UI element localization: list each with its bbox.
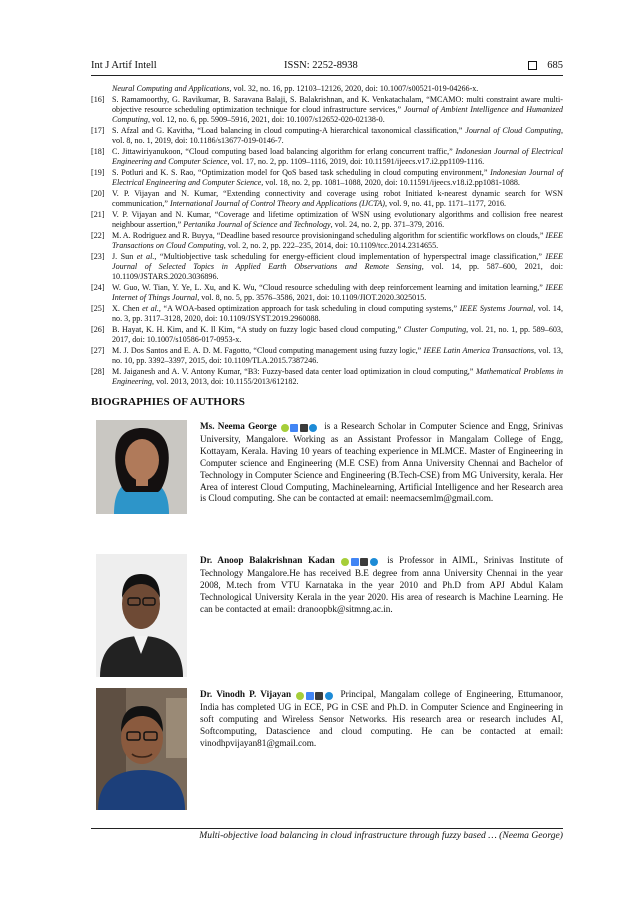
running-footer: Multi-objective load balancing in cloud infrastructure through fuzzy based … (Neema George) <box>199 830 563 841</box>
author-photo <box>96 554 187 677</box>
author-bio <box>200 421 563 505</box>
reference-text: J. Sun <box>112 252 137 261</box>
author-photo <box>96 688 187 810</box>
header-rule <box>91 75 563 76</box>
reference-venue: International Journal of Control Theory and Applications (IJCTA) <box>170 199 385 209</box>
reference-item <box>91 84 563 94</box>
author-name: Dr. Vinodh P. Vijayan <box>200 689 292 699</box>
reference-venue: IEEE Latin America Transactions <box>423 346 534 356</box>
reference-number: [16] <box>91 94 105 104</box>
reference-item <box>91 304 563 324</box>
reference-text: , vol. 14, pp. 587–600, 2021, doi: 10.1109/JSTARS.2020.3036896. <box>112 262 563 282</box>
reference-item <box>91 346 563 366</box>
reference-text: M. A. Rodriguez and R. Buyya, “Deadline based resource provisioningand scheduling algorithm for scientific workflows on clouds,” <box>112 231 546 240</box>
reference-text: W. Guo, W. Tian, Y. Ye, L. Xu, and K. Wu, “Cloud resource scheduling with deep reinforcement learning and imitation learning,” <box>112 283 546 293</box>
reference-venue: IEEE Systems Journal <box>459 304 534 314</box>
reference-venue: et al. <box>136 252 155 261</box>
reference-item <box>91 189 563 209</box>
author-name: Ms. Neema George <box>200 421 277 431</box>
reference-number: [28] <box>91 367 105 377</box>
reference-text: , vol. 8, no. 5, pp. 3576–3586, 2021, doi: 10.1109/JIOT.2020.3025015. <box>197 293 427 303</box>
reference-item <box>91 95 563 126</box>
orcid-icon[interactable] <box>341 558 349 566</box>
reference-text: M. J. Dos Santos and E. A. D. M. Fagotto, “Cloud computing management using fuzzy logic,” <box>112 346 424 356</box>
reference-text: , vol. 12, no. 6, pp. 5909–5916, 2021, doi: 10.1007/s12652-020-02138-0. <box>147 115 385 125</box>
reference-venue: Indonesian Journal of Electrical Engineering and Computer Science <box>112 168 563 188</box>
reference-venue: IEEE Internet of Things Journal <box>112 283 563 303</box>
reference-number: [26] <box>91 325 105 335</box>
orcid-icon[interactable] <box>296 692 304 700</box>
google-scholar-icon[interactable] <box>351 558 359 566</box>
section-heading: BIOGRAPHIES OF AUTHORS <box>91 396 245 408</box>
orcid-icon[interactable] <box>281 424 289 432</box>
reference-text: , vol. 17, no. 2, pp. 1109–1116, 2019, doi: 10.11591/ijeecs.v17.i2.pp1109-1116. <box>227 157 485 167</box>
reference-number: [22] <box>91 231 105 240</box>
web-of-science-icon[interactable] <box>325 692 333 700</box>
google-scholar-icon[interactable] <box>290 424 298 432</box>
reference-text: S. Potluri and K. S. Rao, “Optimization model for QoS based task scheduling in cloud computing environment,” <box>112 168 491 177</box>
reference-venue: Cluster Computing <box>403 325 467 335</box>
reference-number: [20] <box>91 189 105 198</box>
reference-text: C. Jittawiriyanukoon, “Cloud computing based load balancing algorithm for erlang concurrent traffic,” <box>112 147 456 156</box>
reference-number: [27] <box>91 346 105 356</box>
reference-venue: Journal of Ambient Intelligence and Humanized Computing <box>112 105 563 125</box>
reference-venue: Pertanika Journal of Science and Technology <box>183 220 331 230</box>
reference-item <box>91 168 563 188</box>
reference-text: , vol. 21, no. 1, pp. 589–603, 2017, doi: 10.1007/s10586-017-0953-x. <box>112 325 563 345</box>
reference-number: [23] <box>91 252 105 261</box>
reference-item <box>91 210 563 230</box>
reference-text: M. Jaiganesh and A. V. Antony Kumar, “B3: Fuzzy-based data center load optimization in cloud computing,” <box>112 367 476 377</box>
author-bio <box>200 689 563 750</box>
reference-item <box>91 231 563 251</box>
reference-text: S. Afzal and G. Kavitha, “Load balancing in cloud computing-A hierarchical taxonomical classification,” <box>112 126 466 135</box>
scopus-icon[interactable] <box>300 424 308 432</box>
running-header <box>91 60 563 76</box>
reference-text: , vol. 9, no. 41, pp. 1171–1177, 2016. <box>385 199 507 209</box>
reference-text: , vol. 14, no. 3, pp. 3117–3128, 2020, doi: 10.1109/JSYST.2019.2960088. <box>112 304 563 324</box>
page-number: 685 <box>547 60 563 71</box>
issn: ISSN: 2252-8938 <box>284 60 358 71</box>
profile-icons <box>281 422 319 434</box>
web-of-science-icon[interactable] <box>370 558 378 566</box>
footer-rule <box>91 828 563 829</box>
google-scholar-icon[interactable] <box>306 692 314 700</box>
reference-text: , “Multiobjective task scheduling for energy-efficient cloud implementation of hyperspectral image classification,” <box>154 252 546 261</box>
reference-number: [25] <box>91 304 105 314</box>
square-icon <box>528 61 537 70</box>
author-bio-text: is a Research Scholar in Computer Science and Engg, Srinivas University, Mangalore. Working as an Assistant Professor in Mangalam College of Engg, Kottayam, Kerala. Having 10 years of teaching experience in MLMCE. Master of Engineering in Computer science and Engineering (M.E CSE) from Anna University Chennai and Bachelor of Technology in Computer Science and Engineering (B.Tech-CSE) from MG University, kerala. Her Area of interest Cloud Computing, Machinelearning, Artificial Intelligence and her Research area is Cloud computing. She can be contacted at email: neemacsemlm@gmail.com. <box>200 421 564 504</box>
author-bio <box>200 555 563 616</box>
reference-text: , vol. 2, no. 2, pp. 222–235, 2014, doi: 10.1109/tcc.2014.2314655. <box>223 241 439 251</box>
reference-item <box>91 283 563 303</box>
reference-venue: Indonesian Journal of Electrical Engineering and Computer Science <box>112 147 563 167</box>
profile-icons <box>341 556 379 568</box>
reference-item <box>91 252 563 283</box>
reference-item <box>91 147 563 167</box>
author-photo <box>96 420 187 514</box>
reference-text: , vol. 13, no. 10, pp. 3392–3397, 2015, doi: 10.1109/TLA.2015.7387246. <box>112 346 563 366</box>
reference-text: , vol. 2013, 2013, doi: 10.1155/2013/612182. <box>152 377 299 387</box>
reference-number: [21] <box>91 210 105 219</box>
reference-item <box>91 126 563 146</box>
reference-text: , vol. 8, no. 1, 2019, doi: 10.1186/s13677-019-0146-7. <box>112 126 563 146</box>
reference-text: S. Ramamoorthy, G. Ravikumar, B. Saravana Balaji, S. Balakrishnan, and K. Venkatachalam, “MCAMO: multi constraint aware multi-objective resource scheduling optimization technique for cloud infrastructure services,” <box>112 94 563 114</box>
reference-number: [19] <box>91 168 105 177</box>
profile-icons <box>296 690 334 702</box>
reference-text: , vol. 18, no. 2, pp. 1081–1088, 2020, doi: 10.11591/ijeecs.v18.i2.pp1081-1088. <box>261 178 520 188</box>
reference-venue: IEEE Journal of Selected Topics in Applied Earth Observations and Remote Sensing <box>112 252 563 272</box>
web-of-science-icon[interactable] <box>309 424 317 432</box>
author-name: Dr. Anoop Balakrishnan Kadan <box>200 555 335 565</box>
reference-venue: et al. <box>142 304 159 314</box>
reference-text: , vol. 32, no. 16, pp. 12103–12126, 2020, doi: 10.1007/s00521-019-04266-x. <box>229 84 479 93</box>
reference-text: V. P. Vijayan and N. Kumar, “Extending connectivity and coverage using robot Initiated k-nearest dynamic search for WSN communication,” <box>112 189 563 209</box>
scopus-icon[interactable] <box>315 692 323 700</box>
reference-list <box>91 84 563 388</box>
reference-text: V. P. Vijayan and N. Kumar, “Coverage and lifetime optimization of WSN using evolutionary algorithms and collision free nearest neighbour assertion,” <box>112 210 563 230</box>
reference-text: X. Chen <box>112 304 143 314</box>
author-bio-text: Principal, Mangalam college of Engineering, Ettumanoor, India has completed UG in ECE, PG in CSE and Ph.D. in Computer Science and Engineering in soft computing and Wireless Sensor Networks. His research area or research includes AI, Softcomputing, Datascience and cloud computing. He can be contacted at email: vinodhpvijayan81@gmail.com. <box>200 689 564 748</box>
reference-text: , “A WOA-based optimization approach for task scheduling in cloud computing systems,” <box>158 304 460 314</box>
reference-number: [24] <box>91 283 105 293</box>
author-bio-text: is Professor in AIML, Srinivas Institute of Technology Mangalore.He has received B.E degree from anna University Chennai in the year 2008, M.tech from VTU Karnataka in the year 2010 and Ph.D from APJ Abdul Kalam Technological University Kerala in the year 2020. His area of research is Machine Learning. He can be contacted at email: dranoopbk@sitmng.ac.in. <box>200 555 564 614</box>
scopus-icon[interactable] <box>360 558 368 566</box>
reference-venue: Neural Computing and Applications <box>112 84 230 93</box>
reference-item <box>91 367 563 387</box>
reference-number: [18] <box>91 147 105 156</box>
reference-item <box>91 325 563 345</box>
reference-venue: Mathematical Problems in Engineering <box>112 367 563 387</box>
reference-text: , vol. 24, no. 2, pp. 371–379, 2016. <box>330 220 445 230</box>
reference-number: [17] <box>91 126 105 135</box>
reference-venue: IEEE Transactions on Cloud Computing <box>112 231 563 251</box>
reference-text: B. Hayat, K. H. Kim, and K. Il Kim, “A study on fuzzy logic based cloud computing,” <box>112 325 404 335</box>
journal-name: Int J Artif Intell <box>91 60 157 71</box>
reference-venue: Journal of Cloud Computing <box>465 126 561 135</box>
